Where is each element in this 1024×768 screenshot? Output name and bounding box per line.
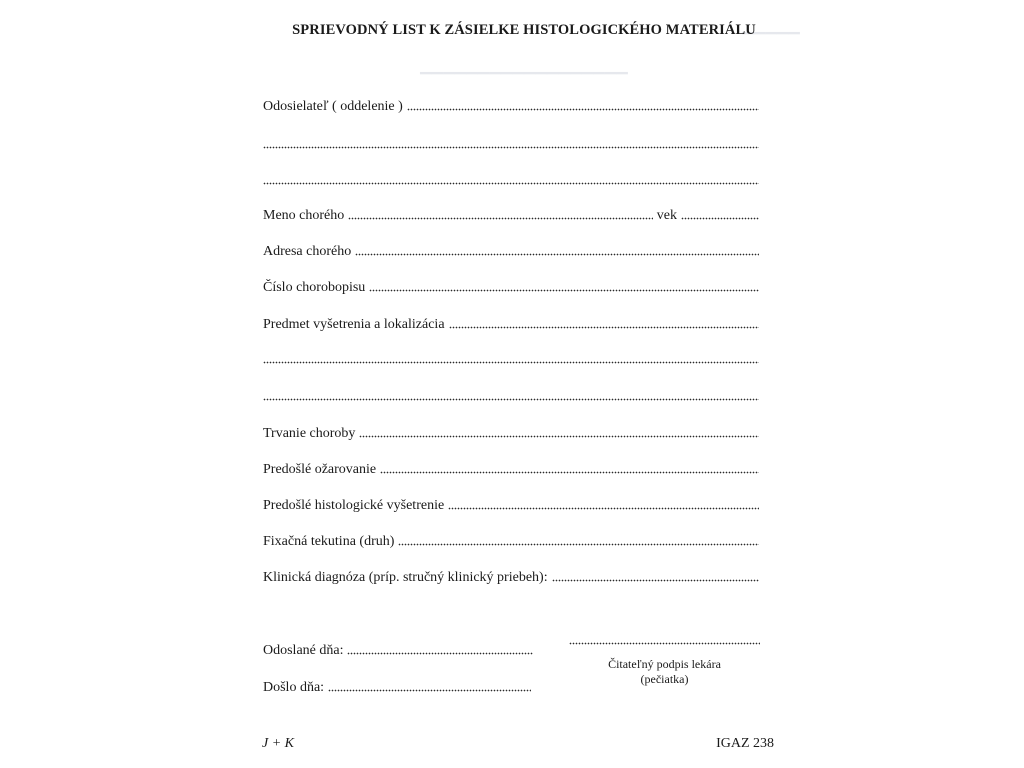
previous-irradiation-row	[263, 456, 759, 478]
illness-duration-row	[263, 420, 759, 442]
subject-localization-row	[263, 311, 759, 333]
signature-field[interactable]	[569, 642, 760, 645]
previous-histology-row	[263, 492, 759, 514]
subject-localization-label: Predmet vyšetrenia a lokalizácia	[263, 317, 445, 332]
received-on-field[interactable]	[328, 689, 531, 692]
stamp-label: (pečiatka)	[640, 672, 689, 686]
patient-name-field[interactable]	[348, 217, 653, 220]
previous-irradiation-label: Predošlé ožarovanie	[263, 462, 377, 477]
fixation-fluid-field[interactable]	[398, 543, 759, 546]
form-title: SPRIEVODNÝ LIST K ZÁSIELKE HISTOLOGICKÉHO MATERIÁLU	[292, 22, 756, 38]
sender-field-continuation[interactable]	[263, 182, 759, 185]
fixation-fluid-label: Fixačná tekutina (druh)	[263, 534, 395, 549]
signature-label: Čitateľný podpis lekára	[608, 657, 721, 671]
publisher-mark: J + K	[262, 736, 294, 751]
medical-record-label: Číslo chorobopisu	[263, 280, 366, 295]
sender-row	[263, 93, 759, 115]
age-field[interactable]	[681, 217, 759, 220]
patient-name-row	[263, 202, 759, 224]
clinical-diagnosis-label: Klinická diagnóza (príp. stručný klinický priebeh):	[263, 570, 548, 585]
form-code: IGAZ 238	[716, 736, 774, 751]
bleed-through-mark: ▔▔▔▔▔	[742, 34, 800, 50]
sender-continuation-row	[263, 167, 759, 189]
subject-localization-continuation[interactable]	[263, 398, 759, 401]
previous-irradiation-field[interactable]	[380, 471, 759, 474]
subject-localization-continuation[interactable]	[263, 361, 759, 364]
subject-continuation-row	[263, 383, 759, 405]
illness-duration-field[interactable]	[359, 435, 759, 438]
clinical-diagnosis-field[interactable]	[552, 579, 759, 582]
illness-duration-label: Trvanie choroby	[263, 426, 356, 441]
age-label: vek	[656, 208, 677, 223]
patient-address-field[interactable]	[355, 253, 759, 256]
subject-localization-field[interactable]	[449, 326, 759, 329]
clinical-diagnosis-row	[263, 564, 759, 586]
sender-field-continuation[interactable]	[263, 146, 759, 149]
medical-record-row	[263, 274, 759, 296]
patient-address-label: Adresa chorého	[263, 244, 352, 259]
sent-on-field[interactable]	[347, 652, 533, 655]
received-on-row	[263, 674, 531, 696]
previous-histology-field[interactable]	[448, 507, 759, 510]
sender-label: Odosielateľ ( oddelenie )	[263, 99, 403, 114]
previous-histology-label: Predošlé histologické vyšetrenie	[263, 498, 445, 513]
patient-address-row	[263, 238, 759, 260]
received-on-label: Došlo dňa:	[263, 680, 325, 695]
sent-on-label: Odoslané dňa:	[263, 643, 344, 658]
subject-continuation-row	[263, 346, 759, 368]
sender-field[interactable]	[407, 108, 759, 111]
sender-continuation-row	[263, 131, 759, 153]
bleed-through-mark: ▔▔▔▔▔▔▔▔▔▔▔▔▔▔▔▔▔▔	[420, 74, 628, 90]
fixation-fluid-row	[263, 528, 759, 550]
sent-on-row	[263, 637, 533, 659]
medical-record-field[interactable]	[369, 289, 759, 292]
patient-name-label: Meno chorého	[263, 208, 345, 223]
